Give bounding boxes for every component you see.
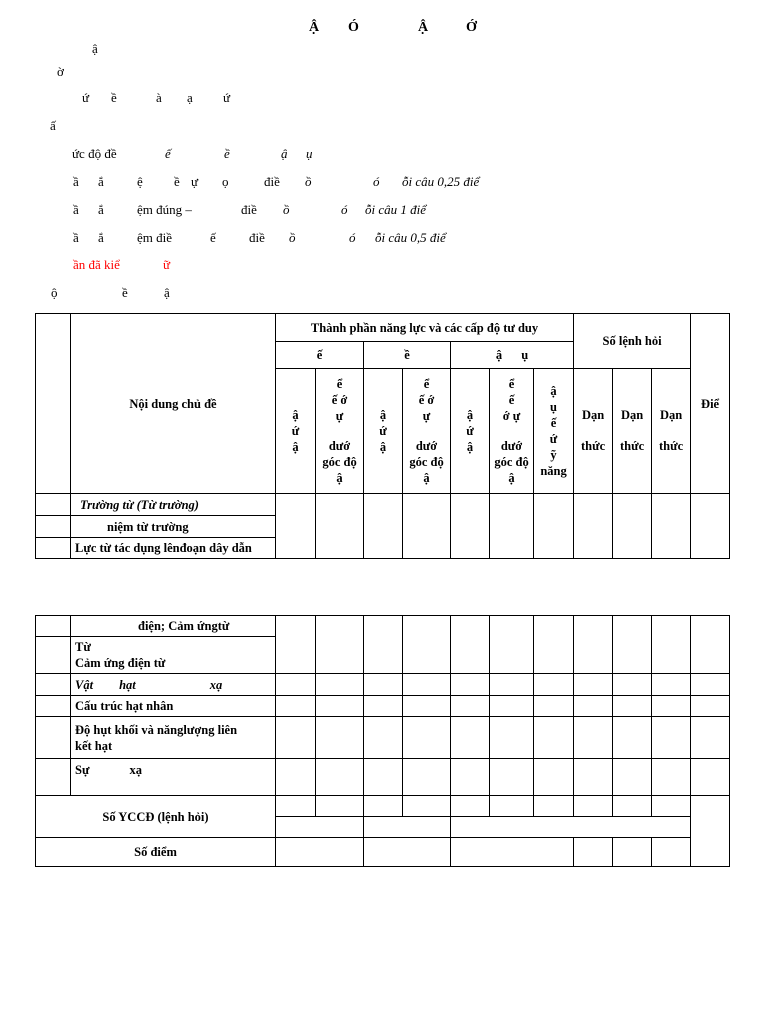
empty-cell [691, 796, 730, 867]
question-type-line: Dạn [659, 408, 683, 422]
text-fragment: ồ [289, 230, 296, 245]
empty-cell [36, 494, 71, 516]
question-type-line: Dạn [581, 408, 605, 422]
empty-cell [36, 717, 71, 759]
title-fragment: Ậ [309, 20, 320, 35]
matrix-table-1 [35, 313, 730, 559]
empty-cell [451, 696, 490, 717]
subheader-line: năng [540, 464, 567, 478]
subheader-line: ự [335, 409, 344, 423]
text-fragment: ề [111, 90, 117, 105]
empty-cell [534, 796, 574, 817]
empty-cell [403, 696, 451, 717]
title-fragment: Ậ [418, 20, 429, 35]
empty-cell [276, 494, 316, 559]
empty-cell [451, 796, 490, 817]
empty-cell [534, 494, 574, 559]
text-fragment: ó [349, 230, 356, 245]
text-fragment: ồ [283, 202, 290, 217]
empty-cell [691, 696, 730, 717]
subheader-cell [490, 369, 534, 494]
empty-cell [276, 616, 316, 674]
topic-row-label [71, 637, 276, 674]
topic-row-line: kết hạt [75, 738, 113, 753]
empty-cell [574, 838, 613, 867]
topic-row-label: niệm từ trường [71, 516, 276, 538]
empty-cell [652, 616, 691, 674]
text-fragment: ầ [73, 202, 79, 217]
empty-cell [36, 616, 71, 637]
highlighted-text-fragment: ần đã kiể [73, 257, 120, 272]
empty-cell [364, 796, 403, 817]
topic-row-label [71, 759, 276, 796]
text-fragment: ắ [98, 230, 104, 245]
text-fragment: ấ [50, 118, 56, 133]
empty-cell [276, 838, 364, 867]
subheader-line: ớ ự [502, 409, 521, 423]
empty-cell [490, 717, 534, 759]
text-fragment: ức độ đề [72, 146, 117, 161]
topic-row-line: Cảm ứng điện từ [75, 656, 166, 670]
text-fragment: ậ [164, 285, 170, 300]
empty-cell [36, 759, 71, 796]
level-header: ậ ụ [451, 342, 574, 369]
requirements-summary-label: Số YCCĐ (lệnh hỏi) [36, 796, 276, 838]
empty-cell [364, 674, 403, 696]
empty-cell [451, 838, 574, 867]
question-type-line: thức [619, 439, 645, 453]
empty-cell [36, 674, 71, 696]
question-type-header [613, 369, 652, 494]
subheader-line: ậ [379, 440, 387, 454]
text-fragment: ề [174, 174, 180, 189]
empty-cell [490, 696, 534, 717]
empty-cell [36, 538, 71, 559]
empty-cell [364, 696, 403, 717]
topic-row-line: Từ [75, 640, 91, 654]
subheader-line: ự [422, 409, 431, 423]
empty-cell [574, 674, 613, 696]
text-fragment: ạ [187, 90, 193, 105]
empty-cell [36, 314, 71, 494]
empty-cell [403, 494, 451, 559]
empty-cell [490, 759, 534, 796]
empty-cell [403, 717, 451, 759]
question-type-line: thức [658, 439, 684, 453]
text-fragment: ầ [73, 230, 79, 245]
question-type-header [652, 369, 691, 494]
text-fragment: điề [249, 230, 265, 245]
topic-row-label: điện; Cảm ứngtừ [71, 616, 276, 637]
empty-cell [691, 494, 730, 559]
subheader-cell [276, 369, 316, 494]
empty-cell [534, 759, 574, 796]
empty-cell [451, 759, 490, 796]
text-fragment: ệm điề [137, 230, 173, 245]
empty-cell [364, 717, 403, 759]
empty-cell [574, 696, 613, 717]
level-header: ề [364, 342, 451, 369]
empty-cell [276, 796, 316, 817]
empty-cell [36, 516, 71, 538]
subheader-line: dướ [500, 439, 523, 453]
empty-cell [276, 717, 316, 759]
empty-cell [364, 838, 451, 867]
subheader-line: ậ [292, 408, 299, 422]
empty-cell [403, 674, 451, 696]
highlighted-text-fragment: ữ [163, 257, 171, 272]
empty-cell [574, 717, 613, 759]
subheader-line: góc độ [322, 455, 357, 469]
empty-cell [574, 494, 613, 559]
question-type-line: thức [580, 439, 606, 453]
text-fragment: ọ [222, 174, 229, 189]
empty-cell [364, 494, 403, 559]
empty-cell [613, 796, 652, 817]
empty-cell [691, 674, 730, 696]
subheader-line: ậ [466, 408, 474, 422]
empty-cell [652, 838, 691, 867]
empty-cell [451, 494, 490, 559]
empty-cell [534, 674, 574, 696]
text-fragment: ỗi câu 1 điể [365, 202, 427, 217]
question-type-header [574, 369, 613, 494]
text-fragment: ậ [281, 146, 288, 161]
topic-row-label [71, 717, 276, 759]
level-header: ế [276, 342, 364, 369]
text-fragment: ế [210, 230, 216, 245]
empty-cell [276, 759, 316, 796]
empty-cell [316, 759, 364, 796]
text-fragment: ắ [98, 202, 104, 217]
empty-cell [652, 696, 691, 717]
text-fragment: ự [191, 174, 199, 189]
subheader-line: ứ [379, 424, 387, 438]
subheader-cell [451, 369, 490, 494]
subheader-line: ậ [550, 384, 557, 398]
empty-cell [316, 696, 364, 717]
empty-cell [403, 616, 451, 674]
subheader-line: ể [508, 377, 515, 391]
subheader-line: ứ [466, 424, 474, 438]
empty-cell [613, 717, 652, 759]
subheader-line: ậ [508, 471, 515, 485]
text-fragment: ế [165, 146, 171, 161]
subheader-cell [316, 369, 364, 494]
text-fragment: à [156, 90, 162, 105]
text-fragment: điề [241, 202, 257, 217]
subheader-line: góc độ [494, 455, 529, 469]
empty-cell [574, 616, 613, 674]
empty-cell [691, 759, 730, 796]
topic-row-label [71, 674, 276, 696]
text-fragment: ề [122, 285, 128, 300]
subheader-line: ứ [549, 432, 558, 446]
text-fragment: ó [373, 174, 380, 189]
text-fragment: ỗi câu 0,25 điể [402, 174, 480, 189]
empty-cell [613, 838, 652, 867]
empty-cell [451, 817, 691, 838]
empty-cell [36, 637, 71, 674]
subheader-line: ậ [379, 408, 387, 422]
topic-word: Sự [75, 763, 90, 777]
text-fragment: ó [341, 202, 348, 217]
question-count-header: Số lệnh hỏi [574, 314, 691, 369]
empty-cell [451, 616, 490, 674]
empty-cell [316, 717, 364, 759]
subheader-line: ậ [292, 440, 299, 454]
subheader-line: ể [336, 377, 343, 391]
empty-cell [490, 674, 534, 696]
empty-cell [613, 494, 652, 559]
topic-row-label: Cấu trúc hạt nhân [71, 696, 276, 717]
empty-cell [276, 696, 316, 717]
empty-cell [691, 616, 730, 674]
subheader-line: ứ [291, 424, 300, 438]
subheader-line: góc độ [409, 455, 444, 469]
empty-cell [316, 616, 364, 674]
empty-cell [276, 817, 364, 838]
empty-cell [364, 759, 403, 796]
text-fragment: ỗi câu 0,5 điể [375, 230, 446, 245]
empty-cell [534, 717, 574, 759]
empty-cell [490, 616, 534, 674]
empty-cell [574, 796, 613, 817]
subheader-cell [534, 369, 574, 494]
content-header: Nội dung chủ đề [71, 314, 276, 494]
empty-cell [613, 616, 652, 674]
empty-cell [316, 674, 364, 696]
empty-cell [316, 494, 364, 559]
empty-cell [451, 717, 490, 759]
empty-cell [403, 796, 451, 817]
subheader-line: ậ [336, 471, 343, 485]
text-fragment: ụ [306, 146, 313, 161]
empty-cell [652, 674, 691, 696]
empty-cell [490, 494, 534, 559]
question-type-line: Dạn [620, 408, 644, 422]
empty-cell [652, 494, 691, 559]
subheader-line: ể [423, 377, 430, 391]
title-fragment: Ó [348, 20, 359, 35]
text-fragment: ứ [82, 90, 90, 105]
subheader-line: dướ [415, 439, 438, 453]
points-summary-label: Số điểm [36, 838, 276, 867]
empty-cell [364, 616, 403, 674]
text-fragment: ộ [51, 285, 58, 300]
text-fragment: ệm đúng – [137, 202, 192, 217]
empty-cell [36, 696, 71, 717]
text-fragment: ầ [73, 174, 79, 189]
empty-cell [652, 717, 691, 759]
text-fragment: điề [264, 174, 280, 189]
text-fragment: ề [224, 146, 230, 161]
matrix-table-2 [35, 615, 730, 867]
empty-cell [613, 674, 652, 696]
subheader-line: ụ [550, 400, 557, 414]
text-fragment: ồ [305, 174, 312, 189]
topic-row-line: Độ hụt khối và nănglượng liên [75, 722, 238, 737]
subheader-line: ậ [423, 471, 430, 485]
subheader-cell [403, 369, 451, 494]
topic-word: xạ [129, 763, 142, 777]
score-header: Điể [691, 314, 730, 494]
text-fragment: ắ [98, 174, 104, 189]
text-fragment: ệ [137, 174, 143, 189]
empty-cell [652, 759, 691, 796]
text-fragment: ậ [92, 41, 98, 56]
subheader-cell [364, 369, 403, 494]
subheader-line: ỹ [550, 448, 557, 462]
empty-cell [364, 817, 451, 838]
empty-cell [534, 696, 574, 717]
competency-header: Thành phần năng lực và các cấp độ tư duy [276, 314, 574, 342]
empty-cell [316, 796, 364, 817]
topic-row-label: Lực từ tác dụng lênđoạn dây dẫn [71, 538, 276, 559]
empty-cell [574, 759, 613, 796]
topic-word: xạ [209, 677, 223, 692]
topic-row-label: Trường từ (Từ trường) [71, 494, 276, 516]
empty-cell [691, 717, 730, 759]
subheader-line: dướ [328, 439, 351, 453]
subheader-line: ế [508, 393, 515, 407]
empty-cell [613, 759, 652, 796]
subheader-line: ế [550, 416, 557, 430]
empty-cell [490, 796, 534, 817]
title-fragment: Ớ [466, 20, 477, 35]
empty-cell [451, 674, 490, 696]
empty-cell [403, 759, 451, 796]
empty-cell [276, 674, 316, 696]
text-fragment: ờ [57, 64, 64, 79]
topic-word: Vật [75, 677, 94, 692]
topic-word: hạt [119, 677, 136, 692]
text-fragment: ứ [223, 90, 231, 105]
empty-cell [534, 616, 574, 674]
subheader-line: ế ớ [418, 393, 435, 407]
subheader-line: ậ [466, 440, 474, 454]
empty-cell [652, 796, 691, 817]
empty-cell [613, 696, 652, 717]
subheader-line: ế ớ [331, 393, 348, 407]
